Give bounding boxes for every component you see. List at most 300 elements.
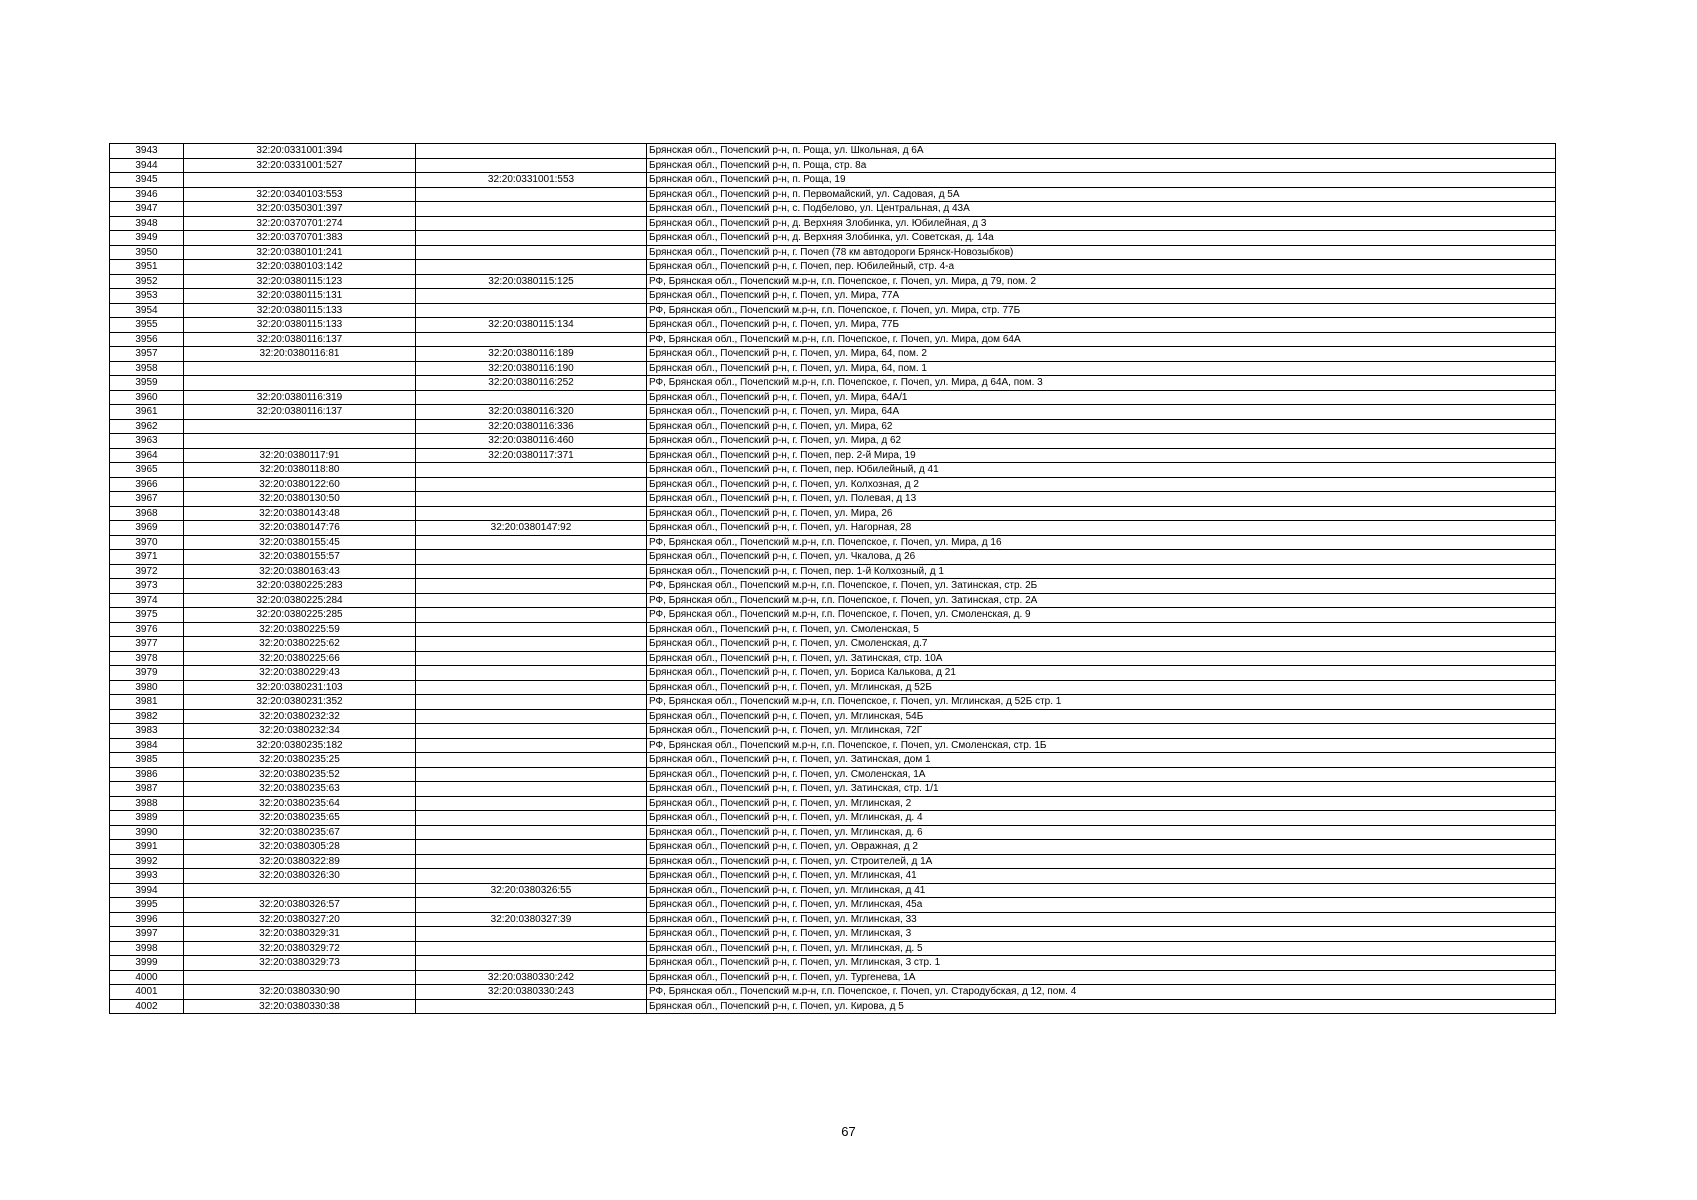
address-cell: Брянская обл., Почепский р-н, г. Почеп, ул. Полевая, д 13: [647, 492, 1556, 507]
row-number-cell: 3962: [110, 419, 184, 434]
cadastral-number-cell: 32:20:0340103:553: [184, 187, 416, 202]
row-number-cell: 4002: [110, 999, 184, 1014]
related-cadastral-number-cell: [416, 144, 647, 159]
related-cadastral-number-cell: [416, 564, 647, 579]
row-number-cell: 3963: [110, 434, 184, 449]
table-row: [110, 608, 1556, 623]
address-cell: РФ, Брянская обл., Почепский м.р-н, г.п. Почепское, г. Почеп, ул. Мира, д 16: [647, 535, 1556, 550]
address-cell: Брянская обл., Почепский р-н, г. Почеп, ул. Мглинская, 45а: [647, 898, 1556, 913]
address-cell: Брянская обл., Почепский р-н, г. Почеп, ул. Мира, 64А: [647, 405, 1556, 420]
related-cadastral-number-cell: [416, 651, 647, 666]
cadastral-table-body: [110, 144, 1556, 1014]
cadastral-number-cell: 32:20:0380115:131: [184, 289, 416, 304]
related-cadastral-number-cell: [416, 202, 647, 217]
cadastral-number-cell: 32:20:0380225:62: [184, 637, 416, 652]
row-number-cell: 3970: [110, 535, 184, 550]
related-cadastral-number-cell: [416, 608, 647, 623]
table-row: [110, 811, 1556, 826]
row-number-cell: 3956: [110, 332, 184, 347]
row-number-cell: 3994: [110, 883, 184, 898]
row-number-cell: 4000: [110, 970, 184, 985]
cadastral-number-cell: 32:20:0331001:527: [184, 158, 416, 173]
table-row: [110, 782, 1556, 797]
address-cell: Брянская обл., Почепский р-н, г. Почеп, ул. Затинская, стр. 10А: [647, 651, 1556, 666]
cadastral-number-cell: 32:20:0350301:397: [184, 202, 416, 217]
related-cadastral-number-cell: [416, 637, 647, 652]
row-number-cell: 3974: [110, 593, 184, 608]
row-number-cell: 3980: [110, 680, 184, 695]
cadastral-number-cell: 32:20:0380235:182: [184, 738, 416, 753]
related-cadastral-number-cell: 32:20:0380116:320: [416, 405, 647, 420]
cadastral-number-cell: 32:20:0370701:274: [184, 216, 416, 231]
address-cell: Брянская обл., Почепский р-н, п. Роща, 19: [647, 173, 1556, 188]
address-cell: Брянская обл., Почепский р-н, г. Почеп, пер. Юбилейный, стр. 4-а: [647, 260, 1556, 275]
cadastral-number-cell: 32:20:0380231:103: [184, 680, 416, 695]
related-cadastral-number-cell: [416, 680, 647, 695]
table-row: [110, 680, 1556, 695]
row-number-cell: 3968: [110, 506, 184, 521]
table-row: [110, 593, 1556, 608]
address-cell: Брянская обл., Почепский р-н, г. Почеп, ул. Чкалова, д 26: [647, 550, 1556, 565]
cadastral-number-cell: 32:20:0380116:137: [184, 405, 416, 420]
row-number-cell: 3969: [110, 521, 184, 536]
cadastral-number-cell: 32:20:0380225:59: [184, 622, 416, 637]
row-number-cell: 3958: [110, 361, 184, 376]
row-number-cell: 3960: [110, 390, 184, 405]
cadastral-number-cell: [184, 419, 416, 434]
cadastral-number-cell: 32:20:0380225:66: [184, 651, 416, 666]
cadastral-number-cell: 32:20:0380117:91: [184, 448, 416, 463]
row-number-cell: 3992: [110, 854, 184, 869]
table-row: [110, 202, 1556, 217]
cadastral-number-cell: 32:20:0380326:57: [184, 898, 416, 913]
address-cell: РФ, Брянская обл., Почепский м.р-н, г.п. Почепское, г. Почеп, ул. Затинская, стр. 2Б: [647, 579, 1556, 594]
table-row: [110, 869, 1556, 884]
table-row: [110, 260, 1556, 275]
cadastral-number-cell: [184, 970, 416, 985]
address-cell: РФ, Брянская обл., Почепский м.р-н, г.п. Почепское, г. Почеп, ул. Смоленская, д. 9: [647, 608, 1556, 623]
table-row: [110, 390, 1556, 405]
table-row: [110, 970, 1556, 985]
cadastral-number-cell: [184, 434, 416, 449]
cadastral-number-cell: 32:20:0380232:32: [184, 709, 416, 724]
row-number-cell: 3944: [110, 158, 184, 173]
address-cell: Брянская обл., Почепский р-н, г. Почеп, ул. Мира, 62: [647, 419, 1556, 434]
address-cell: Брянская обл., Почепский р-н, г. Почеп, ул. Кирова, д 5: [647, 999, 1556, 1014]
address-cell: РФ, Брянская обл., Почепский м.р-н, г.п. Почепское, г. Почеп, ул. Мира, стр. 77Б: [647, 303, 1556, 318]
row-number-cell: 3991: [110, 840, 184, 855]
address-cell: Брянская обл., Почепский р-н, г. Почеп, ул. Бориса Калькова, д 21: [647, 666, 1556, 681]
address-cell: РФ, Брянская обл., Почепский м.р-н, г.п. Почепское, г. Почеп, ул. Мира, д 64А, пом. 3: [647, 376, 1556, 391]
row-number-cell: 3955: [110, 318, 184, 333]
related-cadastral-number-cell: [416, 840, 647, 855]
address-cell: Брянская обл., Почепский р-н, г. Почеп, ул. Мира, д 62: [647, 434, 1556, 449]
related-cadastral-number-cell: [416, 999, 647, 1014]
row-number-cell: 3943: [110, 144, 184, 159]
address-cell: Брянская обл., Почепский р-н, п. Роща, стр. 8а: [647, 158, 1556, 173]
cadastral-number-cell: [184, 361, 416, 376]
table-row: [110, 173, 1556, 188]
address-cell: Брянская обл., Почепский р-н, г. Почеп, ул. Мглинская, д. 5: [647, 941, 1556, 956]
address-cell: Брянская обл., Почепский р-н, п. Первомайский, ул. Садовая, д 5А: [647, 187, 1556, 202]
related-cadastral-number-cell: [416, 260, 647, 275]
cadastral-number-cell: 32:20:0380115:123: [184, 274, 416, 289]
cadastral-number-cell: 32:20:0380130:50: [184, 492, 416, 507]
row-number-cell: 3965: [110, 463, 184, 478]
related-cadastral-number-cell: [416, 187, 647, 202]
row-number-cell: 3952: [110, 274, 184, 289]
related-cadastral-number-cell: [416, 709, 647, 724]
related-cadastral-number-cell: [416, 535, 647, 550]
row-number-cell: 3977: [110, 637, 184, 652]
row-number-cell: 3996: [110, 912, 184, 927]
row-number-cell: 3976: [110, 622, 184, 637]
related-cadastral-number-cell: [416, 898, 647, 913]
table-row: [110, 883, 1556, 898]
cadastral-number-cell: 32:20:0380103:142: [184, 260, 416, 275]
related-cadastral-number-cell: [416, 506, 647, 521]
address-cell: Брянская обл., Почепский р-н, д. Верхняя Злобинка, ул. Советская, д. 14а: [647, 231, 1556, 246]
row-number-cell: 3948: [110, 216, 184, 231]
cadastral-number-cell: 32:20:0380329:73: [184, 956, 416, 971]
address-cell: Брянская обл., Почепский р-н, г. Почеп, ул. Мира, 64, пом. 2: [647, 347, 1556, 362]
cadastral-number-cell: 32:20:0380327:20: [184, 912, 416, 927]
cadastral-number-cell: 32:20:0380235:25: [184, 753, 416, 768]
row-number-cell: 3951: [110, 260, 184, 275]
related-cadastral-number-cell: [416, 869, 647, 884]
address-cell: Брянская обл., Почепский р-н, г. Почеп, ул. Колхозная, д 2: [647, 477, 1556, 492]
row-number-cell: 3972: [110, 564, 184, 579]
address-cell: Брянская обл., Почепский р-н, г. Почеп, ул. Мира, 26: [647, 506, 1556, 521]
row-number-cell: 3987: [110, 782, 184, 797]
row-number-cell: 3959: [110, 376, 184, 391]
related-cadastral-number-cell: 32:20:0380116:336: [416, 419, 647, 434]
address-cell: Брянская обл., Почепский р-н, г. Почеп, ул. Мглинская, д 52Б: [647, 680, 1556, 695]
related-cadastral-number-cell: [416, 956, 647, 971]
row-number-cell: 3971: [110, 550, 184, 565]
table-row: [110, 492, 1556, 507]
related-cadastral-number-cell: [416, 579, 647, 594]
table-row: [110, 216, 1556, 231]
row-number-cell: 3989: [110, 811, 184, 826]
table-row: [110, 303, 1556, 318]
related-cadastral-number-cell: [416, 666, 647, 681]
table-row: [110, 419, 1556, 434]
row-number-cell: 3978: [110, 651, 184, 666]
related-cadastral-number-cell: [416, 724, 647, 739]
address-cell: Брянская обл., Почепский р-н, г. Почеп, ул. Мира, 77А: [647, 289, 1556, 304]
related-cadastral-number-cell: 32:20:0380115:125: [416, 274, 647, 289]
related-cadastral-number-cell: [416, 622, 647, 637]
cadastral-number-cell: 32:20:0380322:89: [184, 854, 416, 869]
related-cadastral-number-cell: [416, 782, 647, 797]
cadastral-number-cell: 32:20:0380232:34: [184, 724, 416, 739]
address-cell: Брянская обл., Почепский р-н, г. Почеп, ул. Мира, 77Б: [647, 318, 1556, 333]
table-row: [110, 448, 1556, 463]
row-number-cell: 3984: [110, 738, 184, 753]
row-number-cell: 3998: [110, 941, 184, 956]
related-cadastral-number-cell: [416, 158, 647, 173]
cadastral-number-cell: 32:20:0380116:137: [184, 332, 416, 347]
row-number-cell: 3954: [110, 303, 184, 318]
row-number-cell: 3999: [110, 956, 184, 971]
table-row: [110, 318, 1556, 333]
cadastral-number-cell: 32:20:0380116:81: [184, 347, 416, 362]
address-cell: Брянская обл., Почепский р-н, г. Почеп, ул. Мглинская, д. 6: [647, 825, 1556, 840]
table-row: [110, 724, 1556, 739]
address-cell: Брянская обл., Почепский р-н, г. Почеп, ул. Овражная, д 2: [647, 840, 1556, 855]
cadastral-number-cell: 32:20:0380115:133: [184, 303, 416, 318]
related-cadastral-number-cell: 32:20:0380116:190: [416, 361, 647, 376]
related-cadastral-number-cell: [416, 245, 647, 260]
cadastral-number-cell: 32:20:0380143:48: [184, 506, 416, 521]
row-number-cell: 3979: [110, 666, 184, 681]
row-number-cell: 4001: [110, 985, 184, 1000]
table-row: [110, 985, 1556, 1000]
cadastral-number-cell: 32:20:0380115:133: [184, 318, 416, 333]
related-cadastral-number-cell: [416, 753, 647, 768]
cadastral-number-cell: 32:20:0380101:241: [184, 245, 416, 260]
table-row: [110, 651, 1556, 666]
table-row: [110, 767, 1556, 782]
related-cadastral-number-cell: 32:20:0380330:242: [416, 970, 647, 985]
related-cadastral-number-cell: [416, 825, 647, 840]
cadastral-number-cell: [184, 883, 416, 898]
table-row: [110, 535, 1556, 550]
related-cadastral-number-cell: 32:20:0380326:55: [416, 883, 647, 898]
cadastral-number-cell: 32:20:0380235:63: [184, 782, 416, 797]
table-row: [110, 637, 1556, 652]
row-number-cell: 3957: [110, 347, 184, 362]
related-cadastral-number-cell: 32:20:0380327:39: [416, 912, 647, 927]
address-cell: РФ, Брянская обл., Почепский м.р-н, г.п. Почепское, г. Почеп, ул. Мира, д 79, пом. 2: [647, 274, 1556, 289]
row-number-cell: 3993: [110, 869, 184, 884]
row-number-cell: 3964: [110, 448, 184, 463]
cadastral-number-cell: 32:20:0380229:43: [184, 666, 416, 681]
table-row: [110, 941, 1556, 956]
address-cell: Брянская обл., Почепский р-н, г. Почеп, ул. Мглинская, 41: [647, 869, 1556, 884]
related-cadastral-number-cell: [416, 477, 647, 492]
related-cadastral-number-cell: [416, 811, 647, 826]
address-cell: Брянская обл., Почепский р-н, г. Почеп, ул. Смоленская, 5: [647, 622, 1556, 637]
cadastral-number-cell: 32:20:0380155:57: [184, 550, 416, 565]
address-cell: Брянская обл., Почепский р-н, г. Почеп, ул. Мглинская, д 41: [647, 883, 1556, 898]
page-number: 67: [841, 1124, 856, 1139]
cadastral-number-cell: 32:20:0380231:352: [184, 695, 416, 710]
related-cadastral-number-cell: [416, 767, 647, 782]
cadastral-number-cell: 32:20:0380235:64: [184, 796, 416, 811]
table-row: [110, 927, 1556, 942]
row-number-cell: 3988: [110, 796, 184, 811]
address-cell: Брянская обл., Почепский р-н, г. Почеп, ул. Мглинская, 72Г: [647, 724, 1556, 739]
address-cell: Брянская обл., Почепский р-н, г. Почеп, пер. 2-й Мира, 19: [647, 448, 1556, 463]
related-cadastral-number-cell: [416, 231, 647, 246]
table-row: [110, 709, 1556, 724]
row-number-cell: 3990: [110, 825, 184, 840]
address-cell: Брянская обл., Почепский р-н, г. Почеп, ул. Затинская, дом 1: [647, 753, 1556, 768]
address-cell: Брянская обл., Почепский р-н, г. Почеп, ул. Нагорная, 28: [647, 521, 1556, 536]
table-row: [110, 158, 1556, 173]
related-cadastral-number-cell: 32:20:0331001:553: [416, 173, 647, 188]
related-cadastral-number-cell: [416, 796, 647, 811]
cadastral-number-cell: 32:20:0380225:284: [184, 593, 416, 608]
related-cadastral-number-cell: [416, 303, 647, 318]
row-number-cell: 3949: [110, 231, 184, 246]
address-cell: РФ, Брянская обл., Почепский м.р-н, г.п. Почепское, г. Почеп, ул. Мира, дом 64А: [647, 332, 1556, 347]
table-row: [110, 738, 1556, 753]
cadastral-number-cell: 32:20:0380155:45: [184, 535, 416, 550]
row-number-cell: 3947: [110, 202, 184, 217]
row-number-cell: 3975: [110, 608, 184, 623]
address-cell: Брянская обл., Почепский р-н, д. Верхняя Злобинка, ул. Юбилейная, д 3: [647, 216, 1556, 231]
address-cell: Брянская обл., Почепский р-н, г. Почеп, ул. Смоленская, д.7: [647, 637, 1556, 652]
related-cadastral-number-cell: [416, 854, 647, 869]
cadastral-number-cell: 32:20:0380235:52: [184, 767, 416, 782]
table-row: [110, 999, 1556, 1014]
table-row: [110, 521, 1556, 536]
table-row: [110, 622, 1556, 637]
row-number-cell: 3986: [110, 767, 184, 782]
cadastral-number-cell: 32:20:0331001:394: [184, 144, 416, 159]
row-number-cell: 3950: [110, 245, 184, 260]
row-number-cell: 3953: [110, 289, 184, 304]
address-cell: Брянская обл., Почепский р-н, г. Почеп, ул. Мира, 64А/1: [647, 390, 1556, 405]
cadastral-number-cell: 32:20:0380330:38: [184, 999, 416, 1014]
address-cell: РФ, Брянская обл., Почепский м.р-н, г.п. Почепское, г. Почеп, ул. Стародубская, д 12, пом. 4: [647, 985, 1556, 1000]
row-number-cell: 3966: [110, 477, 184, 492]
related-cadastral-number-cell: 32:20:0380330:243: [416, 985, 647, 1000]
related-cadastral-number-cell: [416, 695, 647, 710]
address-cell: РФ, Брянская обл., Почепский м.р-н, г.п. Почепское, г. Почеп, ул. Затинская, стр. 2А: [647, 593, 1556, 608]
related-cadastral-number-cell: [416, 550, 647, 565]
row-number-cell: 3982: [110, 709, 184, 724]
cadastral-number-cell: [184, 173, 416, 188]
related-cadastral-number-cell: [416, 332, 647, 347]
cadastral-number-cell: 32:20:0380147:76: [184, 521, 416, 536]
related-cadastral-number-cell: [416, 492, 647, 507]
address-cell: Брянская обл., Почепский р-н, г. Почеп, ул. Тургенева, 1А: [647, 970, 1556, 985]
table-row: [110, 854, 1556, 869]
cadastral-number-cell: 32:20:0380329:72: [184, 941, 416, 956]
address-cell: Брянская обл., Почепский р-н, г. Почеп, ул. Смоленская, 1А: [647, 767, 1556, 782]
cadastral-number-cell: 32:20:0380235:67: [184, 825, 416, 840]
cadastral-number-cell: 32:20:0380122:60: [184, 477, 416, 492]
table-row: [110, 477, 1556, 492]
cadastral-number-cell: 32:20:0380118:80: [184, 463, 416, 478]
address-cell: Брянская обл., Почепский р-н, г. Почеп, ул. Мира, 64, пом. 1: [647, 361, 1556, 376]
address-cell: Брянская обл., Почепский р-н, г. Почеп, пер. 1-й Колхозный, д 1: [647, 564, 1556, 579]
table-row: [110, 825, 1556, 840]
table-row: [110, 332, 1556, 347]
address-cell: РФ, Брянская обл., Почепский м.р-н, г.п. Почепское, г. Почеп, ул. Мглинская, д 52Б стр. 1: [647, 695, 1556, 710]
cadastral-number-cell: 32:20:0380163:43: [184, 564, 416, 579]
table-row: [110, 840, 1556, 855]
related-cadastral-number-cell: 32:20:0380116:189: [416, 347, 647, 362]
table-row: [110, 361, 1556, 376]
table-row: [110, 289, 1556, 304]
address-cell: Брянская обл., Почепский р-н, г. Почеп, ул. Мглинская, 3 стр. 1: [647, 956, 1556, 971]
cadastral-number-cell: [184, 376, 416, 391]
table-row: [110, 753, 1556, 768]
address-cell: Брянская обл., Почепский р-н, г. Почеп, ул. Мглинская, 2: [647, 796, 1556, 811]
cadastral-number-cell: 32:20:0380225:285: [184, 608, 416, 623]
table-row: [110, 956, 1556, 971]
cadastral-number-cell: 32:20:0380305:28: [184, 840, 416, 855]
related-cadastral-number-cell: [416, 216, 647, 231]
related-cadastral-number-cell: [416, 941, 647, 956]
row-number-cell: 3995: [110, 898, 184, 913]
address-cell: Брянская обл., Почепский р-н, г. Почеп (78 км автодороги Брянск-Новозыбков): [647, 245, 1556, 260]
row-number-cell: 3945: [110, 173, 184, 188]
address-cell: Брянская обл., Почепский р-н, г. Почеп, ул. Мглинская, д. 4: [647, 811, 1556, 826]
address-cell: Брянская обл., Почепский р-н, с. Подбелово, ул. Центральная, д 43А: [647, 202, 1556, 217]
table-row: [110, 245, 1556, 260]
table-row: [110, 564, 1556, 579]
table-row: [110, 463, 1556, 478]
related-cadastral-number-cell: 32:20:0380116:460: [416, 434, 647, 449]
cadastral-number-cell: 32:20:0380235:65: [184, 811, 416, 826]
table-row: [110, 898, 1556, 913]
related-cadastral-number-cell: [416, 463, 647, 478]
table-row: [110, 550, 1556, 565]
row-number-cell: 3985: [110, 753, 184, 768]
table-row: [110, 187, 1556, 202]
table-row: [110, 144, 1556, 159]
related-cadastral-number-cell: 32:20:0380116:252: [416, 376, 647, 391]
address-cell: Брянская обл., Почепский р-н, г. Почеп, ул. Мглинская, 54Б: [647, 709, 1556, 724]
row-number-cell: 3983: [110, 724, 184, 739]
cadastral-number-cell: 32:20:0380326:30: [184, 869, 416, 884]
table-row: [110, 434, 1556, 449]
table-row: [110, 405, 1556, 420]
address-cell: Брянская обл., Почепский р-н, г. Почеп, ул. Затинская, стр. 1/1: [647, 782, 1556, 797]
row-number-cell: 3981: [110, 695, 184, 710]
related-cadastral-number-cell: [416, 390, 647, 405]
table-row: [110, 347, 1556, 362]
related-cadastral-number-cell: [416, 289, 647, 304]
address-cell: Брянская обл., Почепский р-н, г. Почеп, ул. Мглинская, 33: [647, 912, 1556, 927]
related-cadastral-number-cell: 32:20:0380115:134: [416, 318, 647, 333]
address-cell: Брянская обл., Почепский р-н, г. Почеп, ул. Строителей, д 1А: [647, 854, 1556, 869]
table-row: [110, 506, 1556, 521]
address-cell: Брянская обл., Почепский р-н, г. Почеп, пер. Юбилейный, д 41: [647, 463, 1556, 478]
address-cell: Брянская обл., Почепский р-н, г. Почеп, ул. Мглинская, 3: [647, 927, 1556, 942]
row-number-cell: 3946: [110, 187, 184, 202]
address-cell: РФ, Брянская обл., Почепский м.р-н, г.п. Почепское, г. Почеп, ул. Смоленская, стр. 1Б: [647, 738, 1556, 753]
cadastral-number-cell: 32:20:0380329:31: [184, 927, 416, 942]
cadastral-number-cell: 32:20:0380116:319: [184, 390, 416, 405]
table-row: [110, 695, 1556, 710]
row-number-cell: 3997: [110, 927, 184, 942]
row-number-cell: 3961: [110, 405, 184, 420]
related-cadastral-number-cell: [416, 738, 647, 753]
table-row: [110, 912, 1556, 927]
table-row: [110, 376, 1556, 391]
related-cadastral-number-cell: 32:20:0380147:92: [416, 521, 647, 536]
row-number-cell: 3967: [110, 492, 184, 507]
row-number-cell: 3973: [110, 579, 184, 594]
cadastral-table: [109, 143, 1556, 1014]
cadastral-number-cell: 32:20:0370701:383: [184, 231, 416, 246]
related-cadastral-number-cell: [416, 593, 647, 608]
table-row: [110, 231, 1556, 246]
cadastral-number-cell: 32:20:0380330:90: [184, 985, 416, 1000]
address-cell: Брянская обл., Почепский р-н, п. Роща, ул. Школьная, д 6А: [647, 144, 1556, 159]
table-row: [110, 796, 1556, 811]
related-cadastral-number-cell: 32:20:0380117:371: [416, 448, 647, 463]
related-cadastral-number-cell: [416, 927, 647, 942]
table-row: [110, 274, 1556, 289]
